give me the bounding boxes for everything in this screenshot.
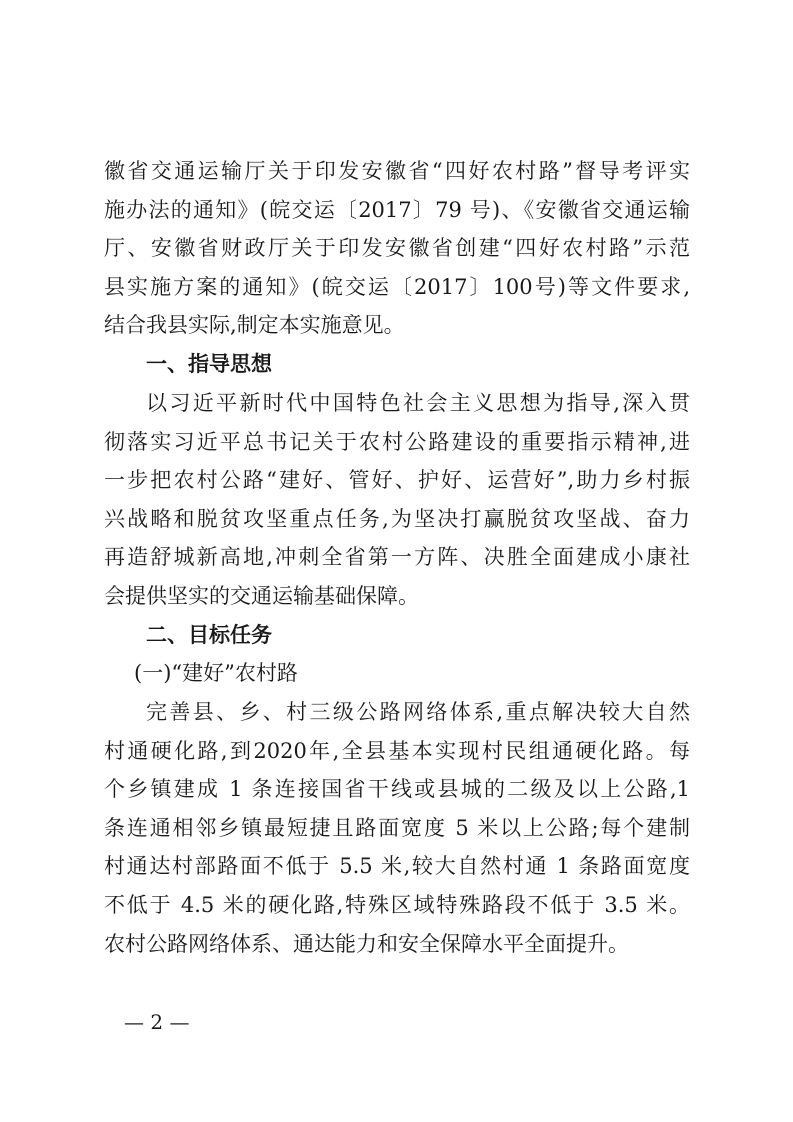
text-line: 会提供坚实的交通运输基础保障。 xyxy=(104,583,419,608)
section-heading-goals-tasks: 二、目标任务 xyxy=(146,623,272,647)
text-line: 彻落实习近平总书记关于农村公路建设的重要指示精神,进 xyxy=(104,429,690,454)
text-line: 一步把农村公路“建好、管好、护好、运营好”,助力乡村振 xyxy=(104,468,690,493)
subsection-heading-build-roads: (一)“建好”农村路 xyxy=(134,661,298,685)
text-line: 兴战略和脱贫攻坚重点任务,为坚决打赢脱贫攻坚战、奋力 xyxy=(104,506,690,531)
text-line: 县实施方案的通知》(皖交运〔2017〕100号)等文件要求, xyxy=(104,274,690,299)
text-line: 厅、安徽省财政厅关于印发安徽省创建“四好农村路”示范 xyxy=(104,236,690,261)
text-line: 农村公路网络体系、通达能力和安全保障水平全面提升。 xyxy=(104,931,629,956)
text-line: 个乡镇建成 1 条连接国省干线或县城的二级及以上公路,1 xyxy=(104,777,690,802)
build-roads-paragraph xyxy=(104,693,690,963)
page-number: — 2 — xyxy=(124,1010,190,1034)
text-line: 不低于 4.5 米的硬化路,特殊区域特殊路段不低于 3.5 米。 xyxy=(104,892,690,917)
text-line: 再造舒城新高地,冲刺全省第一方阵、决胜全面建成小康社 xyxy=(104,545,690,570)
text-line: 条连通相邻乡镇最短捷且路面宽度 5 米以上公路;每个建制 xyxy=(104,815,690,840)
section-heading-guiding-ideology: 一、指导思想 xyxy=(146,352,272,376)
text-line: 村通硬化路,到2020年,全县基本实现村民组通硬化路。每 xyxy=(104,738,690,763)
text-line: 村通达村部路面不低于 5.5 米,较大自然村通 1 条路面宽度 xyxy=(104,854,690,879)
text-line: 徽省交通运输厅关于印发安徽省“四好农村路”督导考评实 xyxy=(104,159,690,183)
text-line: 以习近平新时代中国特色社会主义思想为指导,深入贯 xyxy=(146,391,690,415)
text-line: 施办法的通知》(皖交运〔2017〕79 号)、《安徽省交通运输 xyxy=(104,197,690,222)
intro-paragraph xyxy=(104,152,690,345)
guiding-ideology-paragraph xyxy=(104,384,690,616)
text-line: 完善县、乡、村三级公路网络体系,重点解决较大自然 xyxy=(146,700,690,724)
text-line: 结合我县实际,制定本实施意见。 xyxy=(104,313,405,338)
